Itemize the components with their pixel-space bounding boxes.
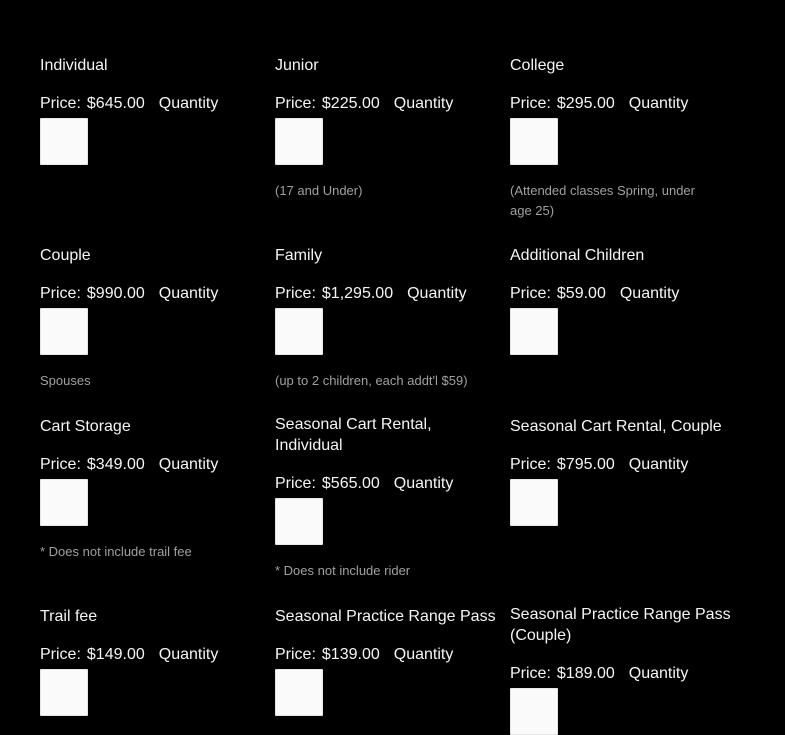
price-label: Price: xyxy=(40,95,81,112)
price-label: Price: xyxy=(40,456,81,473)
product-individual xyxy=(40,55,265,165)
price-value: $225.00 xyxy=(321,95,380,112)
price-row xyxy=(275,94,500,114)
product-title: Seasonal Cart Rental, Couple xyxy=(510,418,722,435)
quantity-label: Quantity xyxy=(393,646,454,663)
quantity-label: Quantity xyxy=(407,285,467,302)
price-value: $990.00 xyxy=(86,285,145,302)
product-seasonal-cart-rental-couple xyxy=(510,416,735,526)
product-title: Family xyxy=(275,247,323,264)
quantity-input[interactable] xyxy=(275,669,323,716)
price-label: Price: xyxy=(275,95,316,112)
quantity-input[interactable] xyxy=(510,308,558,355)
product-note: (up to 2 children, each addt'l $59) xyxy=(275,373,468,388)
product-note: Spouses xyxy=(40,373,91,388)
price-value: $565.00 xyxy=(321,475,380,492)
price-value: $149.00 xyxy=(86,646,145,663)
product-trail-fee xyxy=(40,606,265,716)
product-additional-children xyxy=(510,245,735,355)
quantity-label: Quantity xyxy=(158,95,219,112)
price-row xyxy=(510,455,735,475)
price-value: $295.00 xyxy=(556,95,615,112)
price-label: Price: xyxy=(275,285,316,302)
price-row xyxy=(510,284,735,304)
quantity-input[interactable] xyxy=(40,479,88,526)
product-title: Seasonal Cart Rental, Individual xyxy=(275,416,432,454)
product-college xyxy=(510,55,735,221)
product-title: Seasonal Practice Range Pass (Couple) xyxy=(510,606,731,644)
quantity-label: Quantity xyxy=(393,95,454,112)
price-row xyxy=(275,645,500,665)
quantity-input[interactable] xyxy=(40,308,88,355)
price-value: $59.00 xyxy=(556,285,606,302)
quantity-input[interactable] xyxy=(510,479,558,526)
product-note: * Does not include rider xyxy=(275,563,411,578)
quantity-label: Quantity xyxy=(158,646,219,663)
quantity-label: Quantity xyxy=(619,285,680,302)
product-title: Cart Storage xyxy=(40,418,131,435)
price-row xyxy=(40,455,265,475)
price-value: $189.00 xyxy=(556,665,615,682)
quantity-label: Quantity xyxy=(393,475,454,492)
price-label: Price: xyxy=(275,475,316,492)
price-value: $139.00 xyxy=(321,646,380,663)
product-junior xyxy=(275,55,500,201)
quantity-input[interactable] xyxy=(510,688,558,735)
price-row xyxy=(510,94,735,114)
quantity-input[interactable] xyxy=(275,498,323,545)
product-seasonal-practice-range-pass-couple xyxy=(510,604,735,735)
quantity-label: Quantity xyxy=(158,285,219,302)
price-label: Price: xyxy=(40,285,81,302)
price-value: $349.00 xyxy=(86,456,145,473)
product-note: (17 and Under) xyxy=(275,183,363,198)
price-label: Price: xyxy=(510,285,551,302)
price-value: $645.00 xyxy=(86,95,145,112)
product-cart-storage xyxy=(40,416,265,562)
product-title: Junior xyxy=(275,57,319,74)
price-value: $795.00 xyxy=(556,456,615,473)
price-label: Price: xyxy=(510,456,551,473)
quantity-label: Quantity xyxy=(158,456,219,473)
product-title: Individual xyxy=(40,57,108,74)
product-note: * Does not include trail fee xyxy=(40,544,192,559)
price-row xyxy=(40,645,265,665)
product-title: Additional Children xyxy=(510,247,645,264)
price-label: Price: xyxy=(275,646,316,663)
price-row xyxy=(40,94,265,114)
price-label: Price: xyxy=(510,95,551,112)
price-label: Price: xyxy=(510,665,551,682)
price-row xyxy=(510,664,735,684)
quantity-input[interactable] xyxy=(275,308,323,355)
product-family xyxy=(275,245,500,391)
price-value: $1,295.00 xyxy=(321,285,394,302)
price-row xyxy=(275,474,500,494)
quantity-label: Quantity xyxy=(628,456,689,473)
product-title: College xyxy=(510,57,565,74)
product-couple xyxy=(40,245,265,391)
price-row xyxy=(40,284,265,304)
product-seasonal-practice-range-pass xyxy=(275,606,500,716)
price-row xyxy=(275,284,500,304)
price-label: Price: xyxy=(40,646,81,663)
product-note: (Attended classes Spring, under age 25) xyxy=(510,183,695,218)
quantity-label: Quantity xyxy=(628,665,689,682)
quantity-input[interactable] xyxy=(40,669,88,716)
quantity-input[interactable] xyxy=(40,118,88,165)
product-title: Couple xyxy=(40,247,91,264)
quantity-label: Quantity xyxy=(628,95,689,112)
quantity-input[interactable] xyxy=(275,118,323,165)
product-title: Seasonal Practice Range Pass xyxy=(275,608,496,625)
product-seasonal-cart-rental-individual xyxy=(275,414,500,581)
product-title: Trail fee xyxy=(40,608,98,625)
quantity-input[interactable] xyxy=(510,118,558,165)
